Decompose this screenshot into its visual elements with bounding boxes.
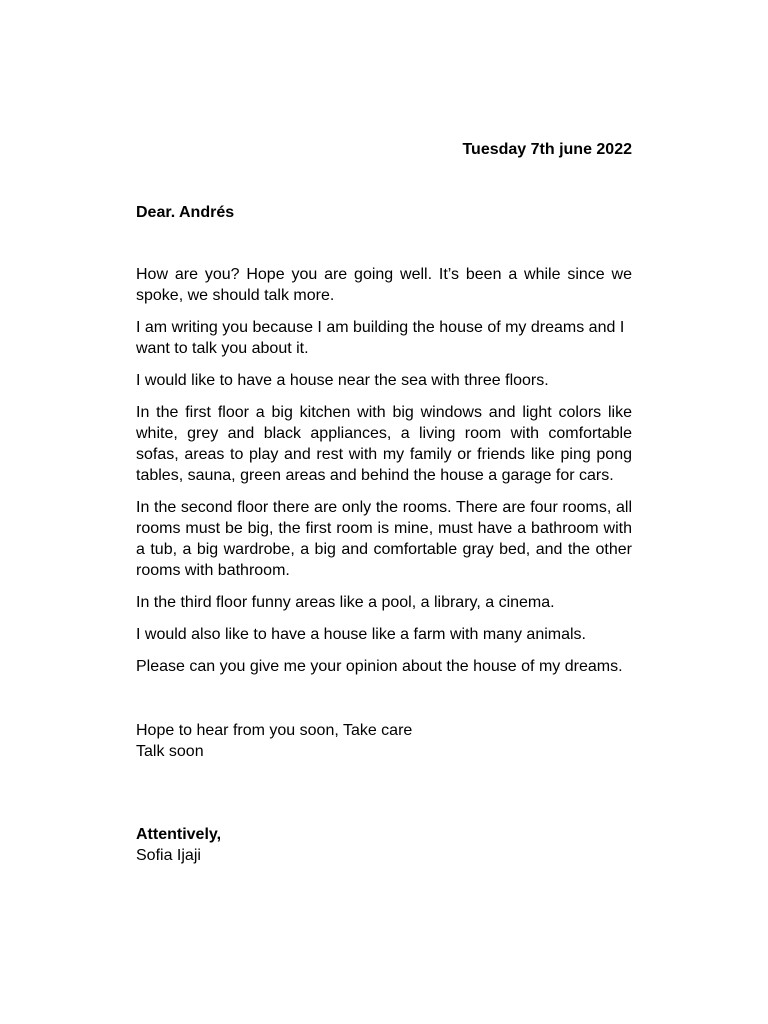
signature-name: Sofia Ijaji xyxy=(136,847,201,864)
closing-line-talk: Talk soon xyxy=(136,743,204,760)
paragraph-second-floor: In the second floor there are only the rooms. There are four rooms, all rooms must be big, the first room is mine, must have a bathroom with a tub, a big wardrobe, a big and comfortable gray bed, and the other rooms with bathroom. xyxy=(136,499,632,579)
signoff-word: Attentively, xyxy=(136,826,222,843)
paragraph-purpose: I am writing you because I am building the house of my dreams and I want to talk you about it. xyxy=(136,319,625,357)
paragraph-farm: I would also like to have a house like a farm with many animals. xyxy=(136,626,586,643)
letter-date: Tuesday 7th june 2022 xyxy=(462,141,632,158)
letter-closing xyxy=(136,720,412,762)
letter-body xyxy=(136,264,632,688)
letter-signoff xyxy=(136,824,221,866)
paragraph-first-floor: In the first floor a big kitchen with big windows and light colors like white, grey and black appliances, a living room with comfortable sofas, areas to play and rest with my family or friends like ping pong tables, sauna, green areas and behind the house a garage for cars. xyxy=(136,404,632,484)
paragraph-greeting-question: How are you? Hope you are going well. It’s been a while since we spoke, we should talk more. xyxy=(136,266,632,304)
paragraph-third-floor: In the third floor funny areas like a pool, a library, a cinema. xyxy=(136,594,555,611)
closing-line-hope: Hope to hear from you soon, Take care xyxy=(136,722,413,739)
paragraph-house-location: I would like to have a house near the sea with three floors. xyxy=(136,372,549,389)
letter-greeting: Dear. Andrés xyxy=(136,204,235,221)
paragraph-opinion-request: Please can you give me your opinion about the house of my dreams. xyxy=(136,658,623,675)
